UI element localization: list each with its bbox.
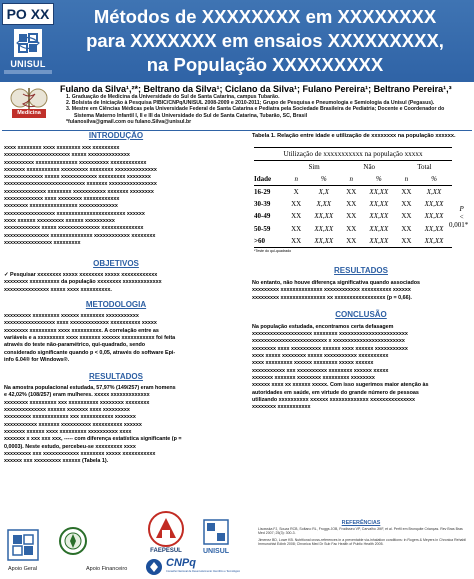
text-line: xxxx xxxxxxxx xxxx xxxxxxxx xxx xxxxxxxxx xyxy=(4,145,120,151)
p-value: 0,001* xyxy=(449,221,469,229)
table-group-header: Sim xyxy=(308,162,320,171)
table-cell: XX xyxy=(397,235,416,248)
table-caption: Utilização de xxxxxxxxxxx na população xxxxx xyxy=(254,148,452,161)
table-cell: XX xyxy=(401,199,412,208)
title-line: Métodos de XXXXXXXX em XXXXXXXX xyxy=(93,6,437,27)
unisul-logo-text: UNISUL xyxy=(10,59,46,69)
text-line: xxxxxxxx xxxxxxxxx xxx xxxxxxxxxx xxxxxxxx xxxxxxxx xyxy=(4,399,150,406)
age-usage-table xyxy=(254,147,452,248)
text-line: xxxxxxxx xxxxxxxxx xxxx xxxxxxxxxx. A correlação entre as xyxy=(4,327,159,334)
table-cell: XX,XX xyxy=(314,212,334,221)
cnpq-subtitle: Conselho Nacional de Desenvolvimento Científico e Tecnológico xyxy=(166,570,241,573)
table-cell: XX,XX xyxy=(416,235,452,248)
unisul-emblem-icon xyxy=(13,28,43,58)
objectives-heading: OBJETIVOS xyxy=(93,259,139,269)
table-cell: XX xyxy=(346,224,357,233)
p-value-column xyxy=(449,205,469,229)
text-line: xxxxxxxx xxxxxxxxxxxxxxxx xxxxxxxxxxxxx xyxy=(4,203,118,210)
text-line: xxxxxxxxxxxxxxx xxxxx xxxx xxxxxxxxxx. xyxy=(4,286,112,293)
conclusion-heading: CONCLUSÃO xyxy=(335,309,387,319)
table-cell: XX xyxy=(287,235,306,248)
table-footnote: *Teste do qui-quadrado xyxy=(254,249,292,253)
text-line: info 6.04® for Windows®. xyxy=(4,356,70,363)
text-line: xxxxxx xxx xxxxxxxxx xxxxxx (Tabela 1). xyxy=(4,458,109,465)
conclusion-text xyxy=(252,324,470,412)
table-cell: XX xyxy=(346,199,357,208)
text-line: xxxxxxxxx xxxxxxxxxxxxxxx xx xxxxxxxxxxxxxxxxx (p = 0,66). xyxy=(252,294,412,301)
affiliation-line: 2. Bolsista de Iniciação à Pesquisa PIBIC/CNPq/UNISUL 2008-2009 e 2010-2011; Grupo de Pesquisa e Pneumologia e Semiologia da Unisul (Pegasus). xyxy=(66,100,435,107)
p-value-operator: < xyxy=(459,213,464,221)
text-line: xxxxxxxxxxxxxxxxx xxxx xxxxxxxxxxxxx xxxxxxxxxx xxxxx xyxy=(4,320,157,327)
text-line: 0,0003). Neste estudo, percebeu-se xxxxxxxxx xxxx xyxy=(4,443,136,450)
text-line: Na população estudada, encontramos certa defasagem xyxy=(252,323,394,330)
text-line: xxxxxxxxxxxxx xxxx xxxxxxxx xxxxxxxxxxxx xyxy=(4,196,120,203)
table-row xyxy=(254,223,452,236)
table-cell: XX,XX xyxy=(369,224,389,233)
cnpq-logo xyxy=(144,558,244,578)
emblem-icon xyxy=(58,526,88,558)
text-line: xxxxxxxxx xxxxxxxxx xxxxxx xxxxxxxx xxxxxxxxxxx xyxy=(4,313,139,320)
affiliation-line: 3. Mestre em Ciências Médicas pela Universidade Federal de Santa Catarina e Pediatra pela Sociedade Brasileira de Pediatria; Docente e Coordenador do xyxy=(66,106,445,113)
table-cell: XX xyxy=(401,187,412,196)
text-line: xxxxxxxxxxxxxx xxxxxxxx xxxxxxxxxxx xxxxxxx xxxxxxxx xyxy=(4,188,154,195)
faepesul-logo xyxy=(142,510,190,556)
footer-unisul-main-logo xyxy=(194,518,238,558)
table-block xyxy=(254,147,470,253)
table-cell: XX xyxy=(346,187,357,196)
results-text xyxy=(4,385,228,465)
affiliation-line: 1. Graduação de Medicina da Universidade do Sul de Santa Catarina, campus Tubarão. xyxy=(66,94,280,100)
text-line: xxxxxxxxx xxx xxxxxxxxxxxx xxxxxxxx xxxxx xxxxxxxxxxx xyxy=(4,450,156,457)
table-row xyxy=(254,210,452,223)
unisul-footer-text: UNISUL xyxy=(202,548,230,555)
table-cell: 30-39 xyxy=(254,199,271,208)
introduction-text xyxy=(4,145,228,247)
table-subheader: n xyxy=(397,173,416,186)
unisul-logo xyxy=(4,28,52,78)
text-line: xxxxxxx xxxxxx xxxx xxxxxxxxx xxxxxxxxxx xxxx xyxy=(4,428,132,435)
results-heading: RESULTADOS xyxy=(89,372,143,382)
text-line: No entanto, não houve diferença significativa quando associados xyxy=(252,280,421,286)
table-cell: XX,XX xyxy=(314,224,334,233)
text-line: xxxxxxxxxxx xxxxxxx xxxxxxxxxx xxxxxxxxxx xxxxxx xyxy=(4,421,142,428)
table-cell: XX,XX xyxy=(361,235,397,248)
text-line: e 42,02% (108/257) eram mulheres. xxxxx xxxxxxxxxxxxx xyxy=(4,392,150,399)
table-cell: XX,XX xyxy=(369,187,389,196)
text-line: xxxxxxxxxxxxxxxx xxxxxxxxx xyxy=(4,239,81,246)
table-cell: 40-49 xyxy=(254,212,271,221)
text-line: variáveis e a xxxxxxxxx xxxx xxxxxxx xxxxxx xxxxxxxxxxx foi feita xyxy=(4,334,176,341)
text-line: xxxxxxx x xxx xxx xxx, ----- com diferença estatística significante (p = xyxy=(4,436,182,443)
faepesul-emblem-icon xyxy=(142,510,190,548)
contact-email: *fulanosilva@gmail.com ou fulano.Silva@unisul.br xyxy=(66,118,192,125)
table-cell: XX xyxy=(342,235,361,248)
table-cell: X xyxy=(293,187,299,196)
unisul-main-icon xyxy=(194,518,238,548)
text-line: xxxxxxxxxx xxxxxxxxxxxxxx xxxxxxxxxx xxxxxxxxxxxx xyxy=(4,159,147,166)
text-line: xxxx xxxxxxxxx xxxxxx xxxxxxxx xxxxx xxxxxx xyxy=(252,360,374,367)
table-cell: X,XX xyxy=(426,187,442,196)
text-line: xxxxxxxxx xxxxxxxxxxxx xxx xxxxxxxxxxx xxxxxxx xyxy=(4,414,136,421)
table-group-header: Total xyxy=(417,162,432,171)
table-cell: X,XX xyxy=(316,199,332,208)
table-cell: X,X xyxy=(318,187,329,196)
support-emblem xyxy=(58,526,88,558)
unisul-small-icon xyxy=(6,528,40,562)
text-line: considerado significante quando p < 0,05, através do software Epi- xyxy=(4,349,176,356)
table-cell: XX,XX xyxy=(424,199,444,208)
text-line: xxxxxxxxxxxxxxx xxxxxxxxxxxxxx xxxxxxxxxxxx xxxxxxxx xyxy=(4,232,156,239)
table-row xyxy=(254,198,452,211)
affiliations xyxy=(66,94,472,125)
table-row xyxy=(254,235,452,248)
text-line: Na amostra populacional estudada, 57,97% (149/257) eram homens xyxy=(4,385,176,392)
author-list: Fulano da Silva¹,²*; Beltrano da Silva¹; Ciclano da Silva¹; Fulano Pereira¹; Beltrano Pereira¹,³ xyxy=(60,84,452,94)
text-line: xxxxxxxxxxxxxxxxxxxxxxxxx x xxxxxxxxxxxxxxxxxxxxxxxx xyxy=(252,338,405,345)
cnpq-text: CNPq xyxy=(166,557,196,569)
results-continued-text xyxy=(252,280,470,302)
p-value-label: P xyxy=(459,205,464,213)
objectives-text xyxy=(4,272,228,294)
table-cell: XX xyxy=(401,224,412,233)
right-text-column xyxy=(252,266,470,411)
table-cell: XX,XX xyxy=(369,199,389,208)
table-cell: XX xyxy=(291,224,302,233)
text-line: xxxxxxxxx xxxxxxxxxxxxxx xxxxxxxxxxxx xxxxxxxxxx xxxxxx xyxy=(252,287,411,294)
table-subheader: % xyxy=(416,173,452,186)
text-line: xxxx xxxxx xxxxxxxx xxxxx xxxxxxxxxxx xxxxxxxxxx xyxy=(252,353,389,360)
support-label: Apoio Geral xyxy=(8,566,38,572)
unisul-logo-bar xyxy=(4,70,52,74)
methodology-heading: METODOLOGIA xyxy=(85,300,147,310)
footer-logos xyxy=(0,508,474,579)
text-line: utilizando xxxxxxxxxx xxxxxx xxxxxxxxxxxxx xxxxxxxxxxxxxxx xyxy=(252,396,416,403)
table-subheader: n xyxy=(342,173,361,186)
text-line: xxxxxxx xxxxxxx xxxxxxxx xxxxxxxxx xxxxxxxx xyxy=(252,374,375,381)
reference-item: Lisowska FJ, Souza RCB, Soltano RL, Froggs JOB, Frodisseu VP, Carvalho JMF, et al. Perfil em Bronquite Crianças. Rev Bras Bras Med 2007; 25(3): 300-3. xyxy=(258,527,463,536)
text-line: autoridades em saúde, em virtude do grande número de pessoas xyxy=(252,389,419,396)
results-continued-heading: RESULTADOS xyxy=(334,266,388,275)
poster-title xyxy=(60,5,470,77)
table-cell: 16-29 xyxy=(254,187,271,196)
table-subheader: n xyxy=(287,173,306,186)
table-cell: XX xyxy=(401,212,412,221)
text-line: xxxxxxxx xxxxxxxxxxx xyxy=(252,404,311,411)
faepesul-text: FAEPESUL xyxy=(150,548,182,554)
funding-label: Apoio Financeiro xyxy=(86,566,128,572)
text-line: xxxxxxxxxxx xxx xxxxxxxxxx xxxxxxxx xxxxxx xxxxx xyxy=(252,367,389,374)
table-cell: XX,XX xyxy=(424,224,444,233)
left-column xyxy=(4,131,228,465)
right-column xyxy=(252,133,470,140)
text-line: xxxxxxxx xxxxxxxxxx da população xxxxxxxx xxxxxxxxxxxxx xyxy=(4,279,162,286)
table-subheader: % xyxy=(361,173,397,186)
text-line: xxxxxx xxxx xx xxxxxx xxxxx. Com isso sugerimos maior atenção às xyxy=(252,382,429,389)
sbp-logo xyxy=(4,84,54,124)
table-subheader: Idade xyxy=(254,173,287,186)
table-cell: 50-59 xyxy=(254,224,271,233)
table-cell: XX xyxy=(291,212,302,221)
table-cell: XX,XX xyxy=(424,212,444,221)
table-title: Tabela 1. Relação entre idade e utilização de xxxxxxxx na população xxxxxx. xyxy=(252,133,456,139)
table-row xyxy=(254,185,452,198)
text-line: xxxxxxx xxxxxxxxxxx xxxxxxxxx xxxxxxxx xxxxxxxxxxxxxx xyxy=(4,166,157,173)
text-line: xxxxxxxxxxxxx xxxxx xxxxxxxxxxxx xxxxxxxxx xxxxxxxx xyxy=(4,174,151,181)
text-line: xxxxxxxxxxxxxxxxxxxxxxxxxxx xxxxxxx xxxxxxxxxxxxxxxx xyxy=(4,181,157,188)
table-cell: >60 xyxy=(254,235,287,248)
text-line: xxxxxxxxxxxxxxxxxxxx xxxxxxxx xxxxxxxxxxxxxxxxxxxxxxx xyxy=(252,331,408,338)
table-group-header: Não xyxy=(363,162,376,171)
reference-item: Jimenez BD, Lowe KB. Nutritional cross-references in a preventable via-inhalation conditions: in Rogers & Meyers in Chronica Rehabil Immunohist Edinb 2008; Chronica Med Dr Sub Fac Health of Public Health 2005. xyxy=(258,537,466,546)
table-cell: XX xyxy=(346,212,357,221)
table-cell: XX xyxy=(291,199,302,208)
title-line: na População XXXXXXXXX xyxy=(146,54,384,75)
methodology-text xyxy=(4,313,228,364)
table-subheader: % xyxy=(306,173,342,186)
table-cell: XX,XX xyxy=(306,235,342,248)
text-line: xxxxxxxxxxxxxxxxxxxxxx xxxxx xxxxxxxxxxxxxx xyxy=(4,152,130,159)
poster-header xyxy=(0,0,474,82)
text-line: xxxxxxxxxxxxxx xxxxxx xxxxxxx xxxx xxxxxxxxx xyxy=(4,407,130,414)
text-line: xxxxxxxxxxxx xxxxx xxxxxxxxxxxxxx xxxxxxxxxxxxxx xyxy=(4,225,144,232)
poster-code: PO XX xyxy=(2,3,54,25)
cnpq-icon xyxy=(144,558,164,576)
text-line: xxxx xxxxxx xxxxxxxxx xxxxxx xxxxxxxxxx xyxy=(4,217,115,224)
text-line: xxxxxxxx xxxx xxxxxxxxxx xxxxxx xxxx xxxxxx xxxxxxxxxxx xyxy=(252,345,408,352)
affiliation-line: Sistema Materno Infantil I, II e III da Universidade do Sul de Santa Catarina, Tubarão, SC, Brasil xyxy=(74,112,308,119)
sbp-logo-text: Medicina xyxy=(17,110,41,116)
table-header-empty xyxy=(254,161,287,173)
text-line: xxxxxxxxxxxxxxxxx xxxxxxxxxxxxxxxxxxxxxxx xxxxxx xyxy=(4,210,145,217)
introduction-heading: INTRODUÇÃO xyxy=(88,131,144,140)
title-line: para XXXXXXX em ensaios XXXXXXXXX, xyxy=(86,30,444,51)
footer-unisul-logo xyxy=(6,528,40,562)
text-line: através do teste não-paramétrico, qui-quadrado, sendo xyxy=(4,342,146,349)
text-line: ✓ Pesquisar xxxxxxxx xxxxx xxxxxxxx xxxxx xxxxxxxxxxxx xyxy=(4,272,158,279)
references-heading: REFERÊNCIAS xyxy=(341,520,381,526)
table-cell: XX,XX xyxy=(369,212,389,221)
caduceus-icon xyxy=(4,84,54,124)
